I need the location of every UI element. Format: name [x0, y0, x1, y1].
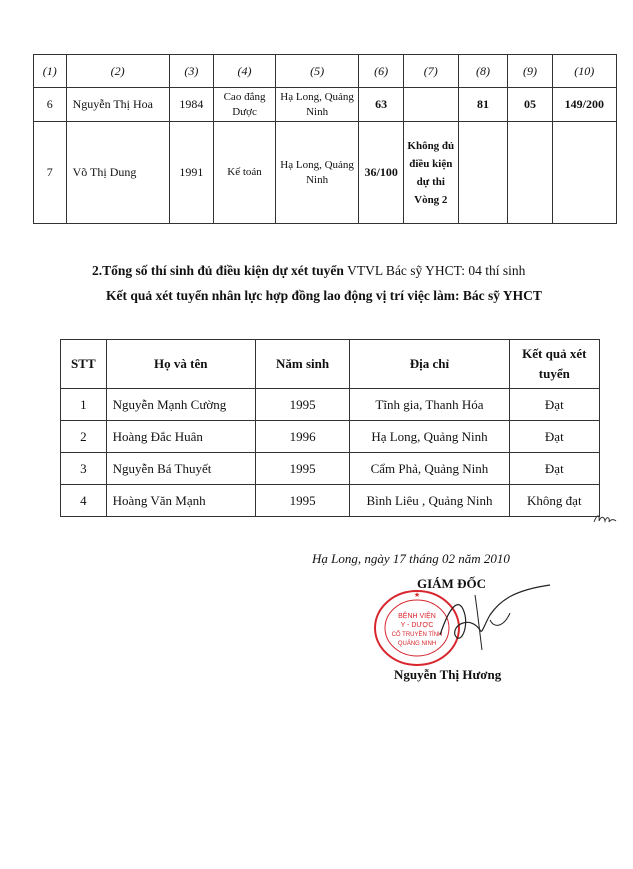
cell-stt: 1: [61, 389, 107, 421]
cell-score-8: 81: [458, 88, 508, 122]
initial-mark: [592, 510, 618, 526]
cell-address: Cẩm Phả, Quảng Ninh: [350, 453, 509, 485]
table-row: [34, 88, 617, 122]
cell-year: 1996: [255, 421, 349, 453]
column-header: (5): [275, 55, 358, 88]
cell-address: Hạ Long, Quảng Ninh: [350, 421, 509, 453]
cell-stt: 3: [61, 453, 107, 485]
cell-address: Tĩnh gia, Thanh Hóa: [350, 389, 509, 421]
table-header-row: [34, 55, 617, 88]
cell-name: Nguyễn Bá Thuyết: [106, 453, 255, 485]
column-header: (10): [552, 55, 616, 88]
header-year: Năm sinh: [255, 340, 349, 389]
header-name: Họ và tên: [106, 340, 255, 389]
column-header: (8): [458, 55, 508, 88]
cell-name: Hoàng Đắc Huân: [106, 421, 255, 453]
section-heading: [92, 263, 525, 279]
header-stt: STT: [61, 340, 107, 389]
cell-stt: 4: [61, 485, 107, 517]
column-header: (1): [34, 55, 67, 88]
cell-birth-year: 1991: [169, 122, 214, 224]
table-row: [34, 122, 617, 224]
cell-score-6: 36/100: [359, 122, 404, 224]
cell-name: Võ Thị Dung: [66, 122, 169, 224]
cell-result: Đạt: [509, 421, 599, 453]
cell-address: Hạ Long, Quảng Ninh: [275, 122, 358, 224]
cell-year: 1995: [255, 485, 349, 517]
cell-result: Đạt: [509, 453, 599, 485]
svg-text:BỆNH VIỆN: BỆNH VIỆN: [398, 613, 436, 620]
svg-text:QUẢNG NINH: QUẢNG NINH: [397, 641, 437, 647]
column-header: (3): [169, 55, 214, 88]
table-row: [61, 453, 600, 485]
cell-year: 1995: [255, 453, 349, 485]
cell-stt: 2: [61, 421, 107, 453]
header-address: Địa chỉ: [350, 340, 509, 389]
cell-name: Hoàng Văn Mạnh: [106, 485, 255, 517]
table-row: [61, 389, 600, 421]
handwritten-signature: [420, 575, 560, 665]
cell-address: Bình Liêu , Quảng Ninh: [350, 485, 509, 517]
section-heading-bold: 2.Tổng số thí sinh đủ điều kiện dự xét tuyển: [92, 263, 344, 278]
column-header: (4): [214, 55, 276, 88]
cell-year: 1995: [255, 389, 349, 421]
header-result: Kết quả xét tuyển: [509, 340, 599, 389]
svg-text:Y - DƯỢC: Y - DƯỢC: [400, 622, 434, 629]
table-header-row: [61, 340, 600, 389]
cell-score-9: [508, 122, 552, 224]
column-header: (9): [508, 55, 552, 88]
director-title: GIÁM ĐỐC: [417, 576, 486, 591]
candidate-results-table: [33, 54, 617, 224]
cell-note-7: Không đủ điều kiện dự thi Vòng 2: [404, 122, 458, 224]
cell-address: Hạ Long, Quảng Ninh: [275, 88, 358, 122]
cell-score-8: [458, 122, 508, 224]
cell-score-9: 05: [508, 88, 552, 122]
table-row: [61, 421, 600, 453]
results-heading: Kết quả xét tuyển nhân lực hợp đồng lao động vị trí việc làm: Bác sỹ YHCT: [106, 288, 542, 303]
cell-name: Nguyễn Thị Hoa: [66, 88, 169, 122]
column-header: (7): [404, 55, 458, 88]
cell-index: 6: [34, 88, 67, 122]
column-header: (6): [359, 55, 404, 88]
cell-qualification: Cao đẳng Dược: [214, 88, 276, 122]
cell-qualification: Kế toán: [214, 122, 276, 224]
svg-text:★: ★: [413, 591, 421, 599]
cell-result: Đạt: [509, 389, 599, 421]
column-header: (2): [66, 55, 169, 88]
cell-total: 149/200: [552, 88, 616, 122]
recruitment-results-table: [60, 339, 600, 517]
table-row: [61, 485, 600, 517]
cell-score-6: 63: [359, 88, 404, 122]
date-line: Hạ Long, ngày 17 tháng 02 năm 2010: [312, 551, 510, 566]
cell-birth-year: 1984: [169, 88, 214, 122]
cell-index: 7: [34, 122, 67, 224]
cell-name: Nguyễn Mạnh Cường: [106, 389, 255, 421]
cell-total: [552, 122, 616, 224]
director-name: Nguyễn Thị Hương: [394, 667, 502, 682]
svg-text:CỔ TRUYỀN TỈNH: CỔ TRUYỀN TỈNH: [391, 632, 443, 638]
cell-note-7: [404, 88, 458, 122]
section-heading-normal: VTVL Bác sỹ YHCT: 04 thí sinh: [343, 263, 526, 278]
cell-result: Không đạt: [509, 485, 599, 517]
